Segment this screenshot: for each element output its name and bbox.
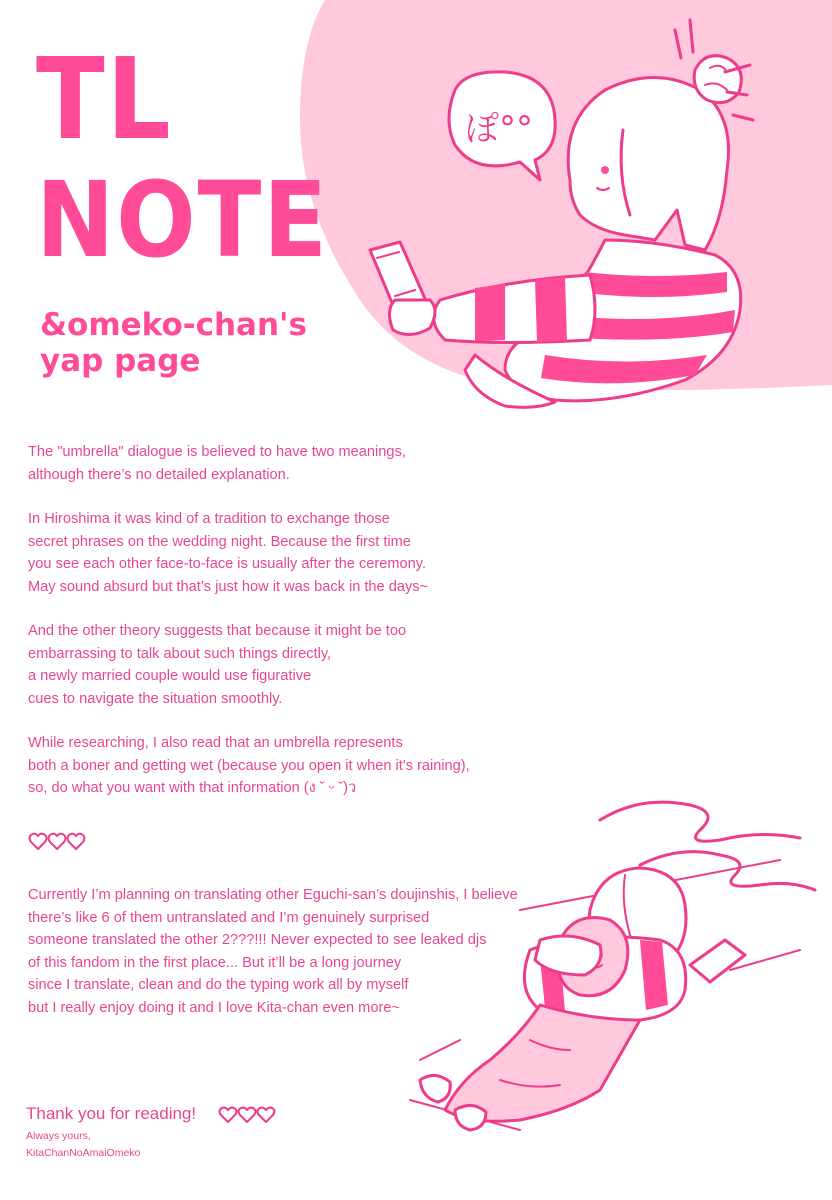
paragraph-hiroshima-tradition: In Hiroshima it was kind of a tradition to exchange those secret phrases on the wedding night. Because the first time you see each other face-to-face is usually after the ceremony. May sound absurd but that’s just how it was back in the days~ — [28, 511, 429, 595]
paragraph-future-plans: Currently I’m planning on translating other Eguchi-san’s doujinshis, I believe there’s like 6 of them untranslated and I’m genuinely surprised someone translated the other 2???!!! Never expected to see leaked djs of this fandom in the first place... But it’ll be a long journey since I translate, clean and do the typing work all by myself but I really enjoy doing it and I love Kita-chan even more~ — [28, 887, 518, 1016]
paragraph-umbrella-intro: The "umbrella" dialogue is believed to have two meanings, although there’s no detailed explanation. — [28, 444, 406, 483]
girl-with-phone-illustration — [355, 10, 755, 430]
heart-icon — [239, 1108, 256, 1122]
girl-lying-down-illustration — [400, 790, 820, 1140]
hearts-divider — [28, 832, 88, 852]
paragraph-other-theory: And the other theory suggests that because it might be too embarrassing to talk about such things directly, a newly married couple would use figurative cues to navigate the situation smoothly. — [28, 623, 407, 707]
subtitle-line-2: yap page — [40, 343, 201, 379]
signoff: Always yours, — [26, 1130, 91, 1142]
heart-icon — [220, 1108, 237, 1122]
heart-icon — [258, 1108, 275, 1122]
heart-icon — [68, 834, 85, 849]
heart-icon — [30, 834, 47, 849]
speech-bubble-text: ぽ°° — [465, 109, 533, 149]
title-tl: TL — [36, 35, 173, 165]
heart-icon — [49, 834, 66, 849]
paragraph-research: While researching, I also read that an umbrella represents both a boner and getting wet (because you open it when it's raining), so, do what you want with that information (ง ˘ ᵕ ˘)ว — [28, 735, 470, 796]
thanks-message: Thank you for reading! — [26, 1104, 197, 1123]
thanks-hearts — [218, 1106, 278, 1124]
subtitle-line-1: &omeko-chan's — [40, 307, 307, 343]
author-name: KitaChanNoAmaiOmeko — [26, 1147, 141, 1159]
title-note: NOTE — [36, 159, 329, 281]
